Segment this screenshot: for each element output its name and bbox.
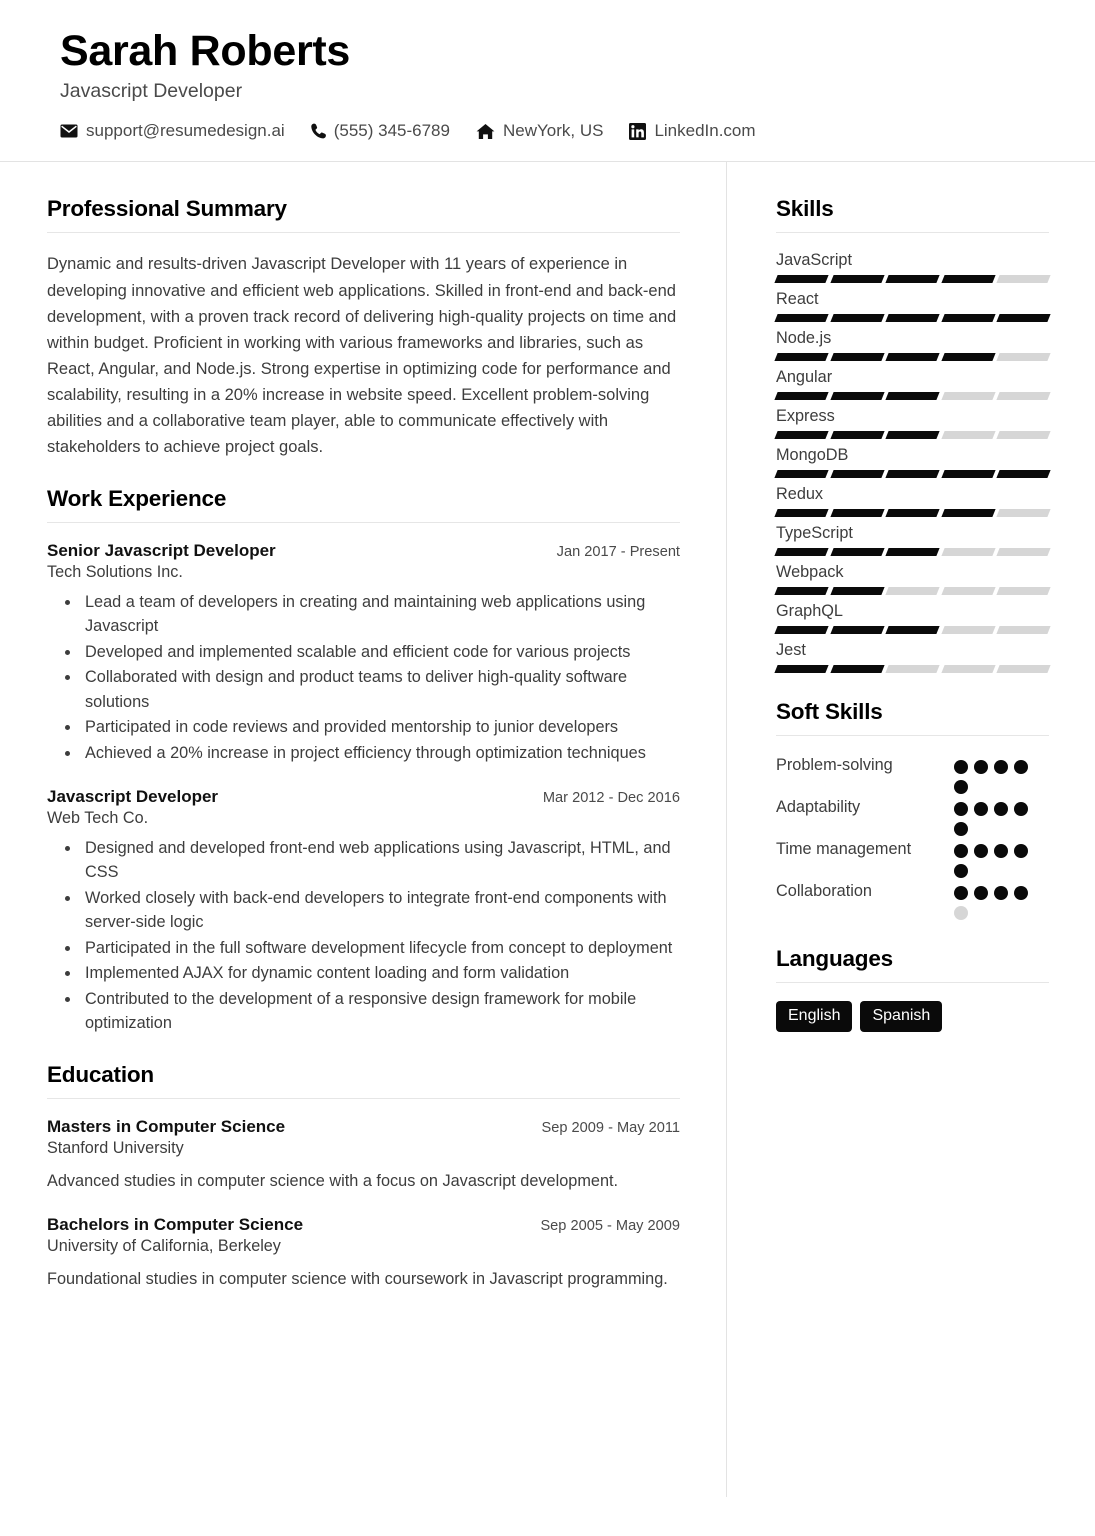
skill-segment (830, 665, 884, 673)
skill-level-bar (776, 587, 1049, 595)
skill-segment (941, 314, 995, 322)
skill-level-bar (776, 470, 1049, 478)
skill-segment (886, 509, 940, 517)
soft-skill-dot (954, 886, 968, 900)
soft-skill-row (776, 880, 1049, 920)
skill-segment (997, 587, 1051, 595)
skill-segment (941, 548, 995, 556)
soft-skill-dot (994, 802, 1008, 816)
skill-segment (941, 587, 995, 595)
skill-segment (886, 353, 940, 361)
work-entry-head (47, 787, 680, 807)
soft-skill-dot (1014, 886, 1028, 900)
soft-skill-dot (954, 802, 968, 816)
resume-header (0, 0, 1095, 162)
skill-segment (941, 626, 995, 634)
skill-segment (830, 353, 884, 361)
work-bullet-list (47, 836, 680, 1036)
language-tag: English (776, 1001, 852, 1032)
section-soft-skills (776, 699, 1049, 920)
skill-segment (886, 548, 940, 556)
skill-row (776, 290, 1049, 322)
skill-segment (941, 392, 995, 400)
skill-segment (941, 353, 995, 361)
skill-segment (774, 314, 828, 322)
education-school: Stanford University (47, 1138, 184, 1157)
skill-segment (997, 548, 1051, 556)
contact-row (60, 121, 1035, 141)
skill-segment (886, 665, 940, 673)
skill-row (776, 446, 1049, 478)
work-bullet-list (47, 590, 680, 765)
contact-phone-text: (555) 345-6789 (333, 121, 450, 141)
email-icon (60, 124, 78, 138)
skill-segment (774, 353, 828, 361)
skill-level-bar (776, 548, 1049, 556)
contact-linkedin[interactable] (629, 121, 755, 141)
skill-segment (830, 509, 884, 517)
linkedin-icon (629, 123, 646, 140)
skill-level-bar (776, 431, 1049, 439)
skill-label: Webpack (776, 563, 844, 582)
soft-skill-dot (954, 864, 968, 878)
skill-label: Node.js (776, 329, 832, 348)
section-title-work: Work Experience (47, 485, 227, 511)
soft-skill-dot (994, 760, 1008, 774)
skill-segment (830, 314, 884, 322)
work-bullet: • Participated in the full software development lifecycle from concept to deployment (81, 936, 680, 960)
skill-segment (830, 626, 884, 634)
soft-skill-dot (1014, 760, 1028, 774)
work-entry (47, 787, 680, 1036)
soft-skill-dot (1014, 802, 1028, 816)
home-icon (476, 123, 495, 140)
work-role: Senior Javascript Developer (47, 540, 276, 560)
soft-skill-label: Time management (776, 840, 912, 859)
skill-segment (830, 587, 884, 595)
section-divider (47, 522, 680, 523)
skill-label: Jest (776, 641, 806, 660)
skill-segment (886, 392, 940, 400)
education-entry (47, 1117, 680, 1194)
candidate-name: Sarah Roberts (60, 27, 351, 75)
work-entry-list (47, 541, 680, 1036)
skill-segment (830, 431, 884, 439)
soft-skill-dot (954, 780, 968, 794)
skill-row (776, 641, 1049, 673)
contact-email-text: support@resumedesign.ai (86, 121, 285, 141)
skill-segment (774, 431, 828, 439)
work-bullet: • Developed and implemented scalable and efficient code for various projects (81, 640, 680, 664)
soft-skill-rating (954, 880, 1040, 920)
contact-location-text: NewYork, US (502, 121, 604, 141)
skill-label: GraphQL (776, 602, 843, 621)
skill-segment (941, 509, 995, 517)
section-title-education: Education (47, 1061, 154, 1087)
soft-skill-dot (974, 844, 988, 858)
work-date: Jan 2017 - Present (556, 543, 680, 560)
skill-segment (886, 431, 940, 439)
languages-list (776, 1001, 1049, 1032)
section-divider (47, 1098, 680, 1099)
work-bullet: • Participated in code reviews and provided mentorship to junior developers (81, 715, 680, 739)
contact-linkedin-text: LinkedIn.com (654, 121, 756, 141)
section-professional-summary (47, 196, 680, 460)
skill-segment (997, 392, 1051, 400)
skill-segment (997, 665, 1051, 673)
skill-segment (774, 470, 828, 478)
education-date: Sep 2009 - May 2011 (541, 1119, 680, 1136)
skill-segment (997, 353, 1051, 361)
skill-segment (997, 470, 1051, 478)
skill-segment (886, 587, 940, 595)
skill-segment (774, 626, 828, 634)
work-bullet: • Collaborated with design and product teams to deliver high-quality software solutions (81, 665, 680, 714)
skill-segment (774, 392, 828, 400)
skill-label: MongoDB (776, 446, 849, 465)
soft-skill-row (776, 838, 1049, 878)
soft-skill-dot (974, 886, 988, 900)
candidate-job-title: Javascript Developer (60, 80, 243, 103)
skill-segment (941, 665, 995, 673)
skill-segment (997, 431, 1051, 439)
soft-skill-dot (954, 844, 968, 858)
work-bullet: • Achieved a 20% increase in project efficiency through optimization techniques (81, 741, 680, 765)
section-skills (776, 196, 1049, 673)
skill-segment (774, 665, 828, 673)
work-entry-head (47, 541, 680, 561)
section-education (47, 1062, 680, 1293)
section-title-languages: Languages (776, 946, 893, 972)
soft-skill-row (776, 754, 1049, 794)
sidebar-column (726, 162, 1095, 1497)
soft-skill-dot (974, 802, 988, 816)
skill-level-bar (776, 665, 1049, 673)
soft-skill-dot (954, 822, 968, 836)
skill-level-bar (776, 314, 1049, 322)
skill-segment (886, 275, 940, 283)
resume-body (0, 162, 1095, 1497)
soft-skill-row (776, 796, 1049, 836)
soft-skill-label: Collaboration (776, 882, 872, 901)
skill-segment (941, 470, 995, 478)
skill-label: React (776, 290, 819, 309)
work-organization: Tech Solutions Inc. (47, 562, 183, 581)
education-degree: Bachelors in Computer Science (47, 1215, 304, 1235)
skill-level-bar (776, 392, 1049, 400)
work-entry (47, 541, 680, 765)
skill-segment (830, 275, 884, 283)
skill-segment (774, 548, 828, 556)
soft-skill-dot (954, 760, 968, 774)
work-bullet: • Lead a team of developers in creating and maintaining web applications using Javascript (81, 590, 680, 639)
phone-icon (311, 123, 326, 140)
education-entry-list (47, 1117, 680, 1293)
skill-segment (941, 275, 995, 283)
skill-segment (774, 275, 828, 283)
soft-skill-dot (994, 886, 1008, 900)
skill-level-bar (776, 509, 1049, 517)
skill-segment (997, 314, 1051, 322)
skill-row (776, 251, 1049, 283)
skill-label: TypeScript (776, 524, 853, 543)
skill-segment (774, 509, 828, 517)
soft-skill-rating (954, 838, 1040, 878)
skill-segment (886, 314, 940, 322)
skill-label: Angular (776, 368, 833, 387)
section-divider (776, 735, 1049, 736)
soft-skill-dot (974, 760, 988, 774)
skill-row (776, 485, 1049, 517)
contact-email[interactable] (60, 121, 285, 141)
education-degree: Masters in Computer Science (47, 1116, 286, 1136)
skill-label: JavaScript (776, 251, 853, 270)
summary-text: Dynamic and results-driven Javascript Developer with 11 years of experience in developing innovative and efficient web applications. Skilled in front-end and back-end development, with a proven track record of delivering high-quality projects on time and within budget. Proficient in working with various frameworks and libraries, such as React, Angular, and Node.js. Strong expertise in optimizing code for performance and scalability, resulting in a 20% increase in website speed. Excellent problem-solving abilities and a collaborative team player, able to communicate effectively with stakeholders to achieve project goals. (47, 255, 677, 456)
skill-segment (774, 587, 828, 595)
soft-skill-label: Problem-solving (776, 756, 893, 775)
skill-row (776, 407, 1049, 439)
education-entry-head (47, 1215, 680, 1235)
skill-row (776, 524, 1049, 556)
contact-location[interactable] (476, 121, 603, 141)
section-languages (776, 946, 1049, 1032)
section-divider (776, 232, 1049, 233)
section-work-experience (47, 486, 680, 1036)
section-divider (776, 982, 1049, 983)
work-date: Mar 2012 - Dec 2016 (542, 790, 680, 806)
skill-segment (941, 431, 995, 439)
contact-phone[interactable] (311, 121, 450, 141)
skill-segment (830, 392, 884, 400)
skill-label: Express (776, 407, 835, 426)
main-column (0, 162, 726, 1497)
education-description: Foundational studies in computer science with coursework in Javascript programming. (47, 1270, 668, 1289)
skill-segment (886, 470, 940, 478)
skill-segment (997, 509, 1051, 517)
education-description: Advanced studies in computer science with a focus on Javascript development. (47, 1171, 619, 1190)
skill-level-bar (776, 626, 1049, 634)
skill-label: Redux (776, 485, 824, 504)
work-organization: Web Tech Co. (47, 809, 149, 827)
skill-row (776, 602, 1049, 634)
skill-row (776, 563, 1049, 595)
education-entry (47, 1215, 680, 1292)
work-role: Javascript Developer (47, 787, 219, 806)
soft-skill-rating (954, 796, 1040, 836)
skills-list (776, 251, 1049, 673)
language-tag: Spanish (860, 1001, 942, 1032)
soft-skill-dot (994, 844, 1008, 858)
work-bullet: • Contributed to the development of a responsive design framework for mobile optimization (81, 987, 680, 1036)
education-date: Sep 2005 - May 2009 (540, 1218, 680, 1235)
skill-segment (830, 470, 884, 478)
section-title-soft-skills: Soft Skills (776, 699, 883, 725)
soft-skill-dot (954, 906, 968, 920)
soft-skill-label: Adaptability (776, 798, 861, 817)
skill-row (776, 329, 1049, 361)
work-bullet: • Worked closely with back-end developers to integrate front-end components with server-side logic (81, 886, 680, 935)
skill-segment (997, 626, 1051, 634)
skill-row (776, 368, 1049, 400)
education-school: University of California, Berkeley (47, 1237, 281, 1256)
work-bullet: • Designed and developed front-end web applications using Javascript, HTML, and CSS (81, 836, 680, 885)
soft-skill-dot (1014, 844, 1028, 858)
section-title-skills: Skills (776, 196, 834, 222)
skill-level-bar (776, 353, 1049, 361)
soft-skill-rating (954, 754, 1040, 794)
section-title-summary: Professional Summary (47, 196, 287, 222)
section-divider (47, 232, 680, 233)
education-entry-head (47, 1117, 680, 1137)
skill-segment (830, 548, 884, 556)
skill-segment (886, 626, 940, 634)
skill-level-bar (776, 275, 1049, 283)
soft-skills-list (776, 754, 1049, 920)
skill-segment (997, 275, 1051, 283)
work-bullet: • Implemented AJAX for dynamic content loading and form validation (81, 961, 680, 985)
